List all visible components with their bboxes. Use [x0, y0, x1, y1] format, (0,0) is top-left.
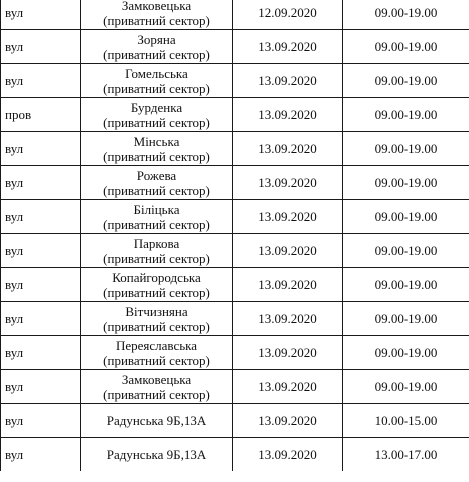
time-cell: 09.00-19.00 — [343, 166, 469, 200]
street-type-cell: вул — [1, 64, 81, 98]
time-cell: 13.00-17.00 — [343, 438, 469, 472]
street-cell — [81, 234, 233, 268]
street-name: Рожева — [136, 167, 177, 183]
date-cell: 13.09.2020 — [233, 166, 343, 200]
street-type-cell: вул — [1, 166, 81, 200]
street-type-cell: пров — [1, 98, 81, 132]
date-cell: 13.09.2020 — [233, 268, 343, 302]
date-cell: 13.09.2020 — [233, 438, 343, 472]
table-row — [1, 302, 469, 336]
street-cell — [81, 30, 233, 64]
time-cell: 09.00-19.00 — [343, 302, 469, 336]
date-cell: 13.09.2020 — [233, 64, 343, 98]
table-row — [1, 200, 469, 234]
table-row — [1, 234, 469, 268]
time-cell: 09.00-19.00 — [343, 132, 469, 166]
street-name: Радунська 9Б,13А — [106, 413, 207, 428]
time-cell: 10.00-15.00 — [343, 404, 469, 438]
table-row — [1, 166, 469, 200]
street-cell — [81, 302, 233, 336]
time-cell: 09.00-19.00 — [343, 268, 469, 302]
street-cell — [81, 64, 233, 98]
street-cell — [81, 336, 233, 370]
time-cell: 09.00-19.00 — [343, 370, 469, 404]
street-cell — [81, 200, 233, 234]
street-cell — [81, 132, 233, 166]
date-cell: 13.09.2020 — [233, 98, 343, 132]
street-type-cell: вул — [1, 302, 81, 336]
street-type-cell: вул — [1, 268, 81, 302]
time-cell: 09.00-19.00 — [343, 30, 469, 64]
street-cell — [81, 0, 233, 30]
table-row — [1, 30, 469, 64]
table-row — [1, 336, 469, 370]
street-cell — [81, 404, 233, 438]
street-sector: (приватний сектор) — [103, 114, 210, 130]
street-cell — [81, 438, 233, 472]
street-type-cell: вул — [1, 200, 81, 234]
table-row — [1, 268, 469, 302]
table-row — [1, 438, 469, 472]
time-cell: 09.00-19.00 — [343, 200, 469, 234]
date-cell: 13.09.2020 — [233, 200, 343, 234]
street-sector: (приватний сектор) — [103, 148, 210, 164]
table-row — [1, 370, 469, 404]
street-name: Паркова — [133, 235, 180, 251]
date-cell: 13.09.2020 — [233, 302, 343, 336]
street-name: Мінська — [133, 133, 180, 149]
street-sector: (приватний сектор) — [103, 182, 210, 198]
date-cell: 13.09.2020 — [233, 30, 343, 64]
street-cell — [81, 370, 233, 404]
date-cell: 13.09.2020 — [233, 132, 343, 166]
street-type-cell: вул — [1, 30, 81, 64]
table-row — [1, 64, 469, 98]
street-sector: (приватний сектор) — [103, 318, 210, 334]
street-name: Замковецька — [121, 0, 192, 13]
street-sector: (приватний сектор) — [103, 386, 210, 402]
time-cell: 09.00-19.00 — [343, 234, 469, 268]
street-name: Бурденка — [130, 99, 183, 115]
street-name: Зоряна — [137, 31, 176, 47]
date-cell: 13.09.2020 — [233, 336, 343, 370]
street-name: Радунська 9Б,13А — [106, 447, 207, 462]
street-sector: (приватний сектор) — [103, 46, 210, 62]
street-name: Замковецька — [121, 371, 192, 387]
street-sector: (приватний сектор) — [103, 284, 210, 300]
street-name: Гомельська — [125, 65, 188, 81]
time-cell: 09.00-19.00 — [343, 64, 469, 98]
time-cell: 09.00-19.00 — [343, 0, 469, 30]
table-row — [1, 404, 469, 438]
table-row — [1, 132, 469, 166]
street-type-cell: вул — [1, 438, 81, 472]
street-sector: (приватний сектор) — [103, 216, 210, 232]
table-row — [1, 98, 469, 132]
street-name: Вітчизняна — [125, 303, 188, 319]
street-type-cell: вул — [1, 370, 81, 404]
street-cell — [81, 98, 233, 132]
table-row — [1, 0, 469, 30]
street-sector: (приватний сектор) — [103, 352, 210, 368]
date-cell: 13.09.2020 — [233, 234, 343, 268]
street-name: Копайгородська — [112, 269, 201, 285]
date-cell: 13.09.2020 — [233, 370, 343, 404]
street-type-cell: вул — [1, 336, 81, 370]
street-sector: (приватний сектор) — [103, 250, 210, 266]
street-cell — [81, 166, 233, 200]
street-type-cell: вул — [1, 132, 81, 166]
time-cell: 09.00-19.00 — [343, 98, 469, 132]
date-cell: 13.09.2020 — [233, 404, 343, 438]
time-cell: 09.00-19.00 — [343, 336, 469, 370]
street-type-cell: вул — [1, 404, 81, 438]
street-name: Переяславська — [115, 337, 198, 353]
street-sector: (приватний сектор) — [103, 80, 210, 96]
street-sector: (приватний сектор) — [103, 12, 210, 28]
street-type-cell: вул — [1, 234, 81, 268]
street-type-cell: вул — [1, 0, 81, 30]
street-cell — [81, 268, 233, 302]
date-cell: 12.09.2020 — [233, 0, 343, 30]
street-name: Біліцька — [133, 201, 180, 217]
